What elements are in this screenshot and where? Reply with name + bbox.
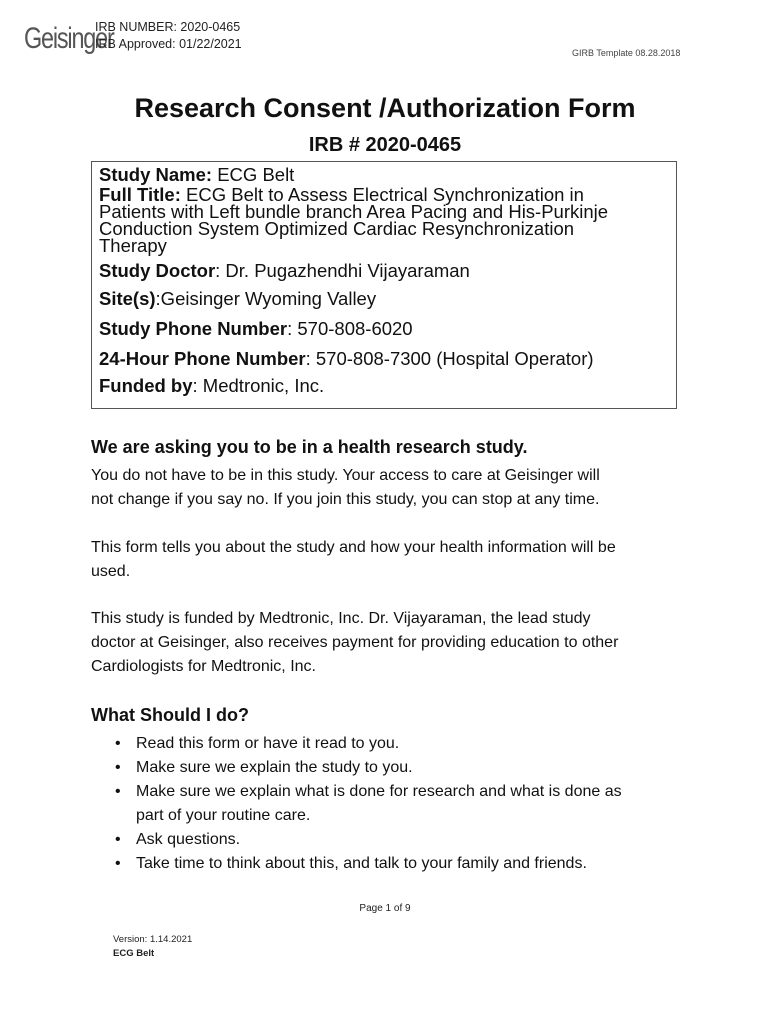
paragraph-line: Cardiologists for Medtronic, Inc.	[91, 658, 316, 675]
irb-number-line: IRB NUMBER: 2020-0465	[95, 20, 241, 34]
paragraph-line: not change if you say no. If you join this study, you can stop at any time.	[91, 491, 600, 508]
list-item: • Ask questions.	[112, 828, 682, 852]
paragraph-line: This form tells you about the study and how your health information will be	[91, 539, 616, 556]
list-item: • Take time to think about this, and talk to your family and friends.	[112, 852, 682, 876]
full-title-label: Full Title:	[99, 184, 181, 205]
study-name-row	[99, 164, 669, 185]
list-item: • Make sure we explain what is done for research and what is done as	[112, 780, 682, 804]
study-name-value: ECG Belt	[217, 164, 295, 185]
footer-study-name: ECG Belt	[113, 948, 155, 959]
study-phone-label: Study Phone Number	[99, 318, 288, 339]
full-title-line: Therapy	[99, 235, 167, 256]
paragraph-line: used.	[91, 563, 131, 580]
hour-phone-row	[99, 348, 669, 369]
paragraph-form-tells	[91, 536, 681, 584]
paragraph-not-required	[91, 464, 681, 512]
paragraph-line: doctor at Geisinger, also receives payment for providing education to other	[91, 634, 619, 651]
irb-approved-line: IRB Approved: 01/22/2021	[95, 37, 242, 51]
study-phone-value: : 570-808-6020	[287, 318, 413, 339]
study-info-box	[91, 161, 677, 409]
funded-label: Funded by	[99, 375, 193, 396]
study-name-label: Study Name:	[99, 164, 213, 185]
study-doctor-row	[99, 260, 669, 281]
funded-row	[99, 375, 669, 396]
sites-row	[99, 288, 669, 309]
list-item-continuation: part of your routine care.	[136, 807, 311, 824]
list-item: • Make sure we explain the study to you.	[112, 756, 682, 780]
section-heading-research-study: We are asking you to be in a health research study.	[91, 437, 528, 457]
page-number: Page 1 of 9	[359, 903, 411, 914]
paragraph-line: You do not have to be in this study. Your access to care at Geisinger will	[91, 467, 600, 484]
full-title-row	[99, 186, 669, 254]
todo-list	[112, 732, 682, 876]
version-label: Version: 1.14.2021	[113, 934, 193, 945]
page-title: Research Consent /Authorization Form	[134, 93, 636, 123]
irb-heading: IRB # 2020-0465	[308, 134, 462, 156]
hour-phone-label: 24-Hour Phone Number	[99, 348, 306, 369]
sites-label: Site(s)	[99, 288, 156, 309]
list-item: • Read this form or have it read to you.	[112, 732, 682, 756]
full-title-line: ECG Belt to Assess Electrical Synchronization in	[186, 184, 584, 205]
full-title-line: Conduction System Optimized Cardiac Resynchronization	[99, 218, 575, 239]
full-title-line: Patients with Left bundle branch Area Pacing and His-Purkinje	[99, 201, 609, 222]
sites-value: :Geisinger Wyoming Valley	[155, 288, 377, 309]
paragraph-funding	[91, 607, 681, 679]
study-doctor-label: Study Doctor	[99, 260, 216, 281]
template-label: GIRB Template 08.28.2018	[572, 48, 681, 58]
geisinger-logo: Geisinger	[24, 22, 114, 55]
study-doctor-value: : Dr. Pugazhendhi Vijayaraman	[215, 260, 470, 281]
study-phone-row	[99, 318, 669, 339]
funded-value: : Medtronic, Inc.	[192, 375, 325, 396]
hour-phone-value: : 570-808-7300 (Hospital Operator)	[305, 348, 594, 369]
section-heading-what-should-i-do: What Should I do?	[91, 705, 249, 725]
paragraph-line: This study is funded by Medtronic, Inc. Dr. Vijayaraman, the lead study	[91, 610, 591, 627]
